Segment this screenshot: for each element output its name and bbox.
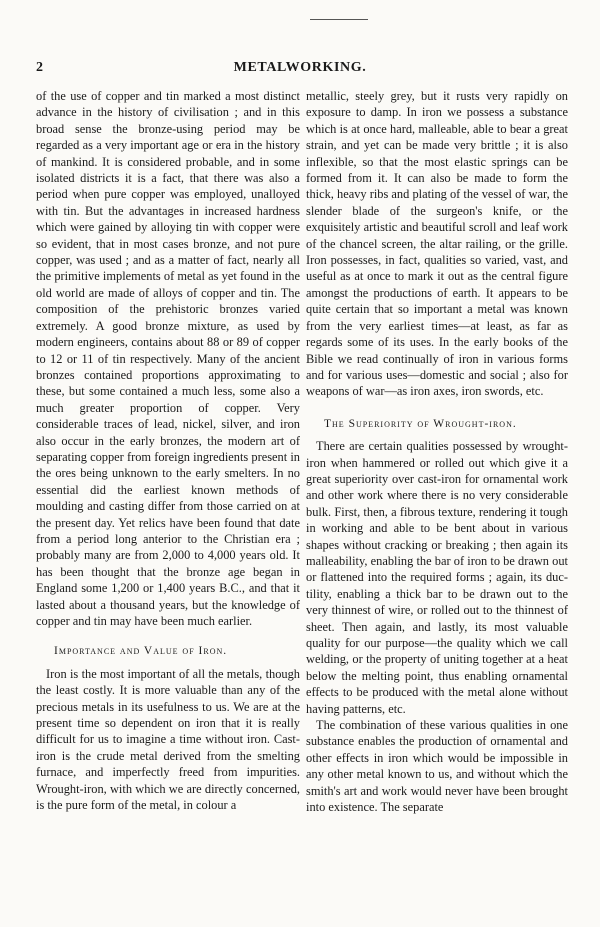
section-heading: The Superiority of Wrought-iron. [324, 417, 517, 430]
right-column [306, 88, 568, 815]
running-head: METALWORKING. [233, 60, 367, 75]
left-column [36, 88, 300, 813]
paragraph: The combination of these various qualities in one substance enables the production of ornamental and other effects in iron which would be impossible in any other metal known to us, and without which the smith's art and work would never have been brought into existence. The separate [306, 718, 568, 815]
top-rule [310, 19, 368, 20]
page-header [36, 60, 564, 82]
page-number: 2 [36, 60, 43, 75]
paragraph: of the use of copper and tin marked a most distinct advance in the history of civilisation ; and in this broad sense the bronze-using period may be regarded as a very important age or era in the history of mankind. It is considered probable, and in some isolated districts it is a fact, that there was also a period when pure copper was employed, unalloyed with tin. But the advantages in increased hardness which were gained by alloying tin with copper were so evident, that in most cases bronze, and not pure copper, was used ; and as a matter of fact, nearly all the primitive implements of metal as yet found in the old world are made of alloys of copper and tin. The composition of the prehistoric bronzes varied extremely. A good bronze mixture, as used by modern engineers, contains about 88 or 89 of copper to 12 or 11 of tin respectively. Many of the ancient bronzes contained proportions approximating to these, but some contained a much less, some also a much greater proportion of copper. Very considerable traces of lead, nickel, silver, and iron also occur in the early bronzes, the modern art of separating copper from foreign ingredients present in the ores being unknown to the early smelters. In no essential did the earliest known methods of moulding and casting differ from those carried on at the present day. Yet relics have been found that date from a period long anterior to the Christian era ; probably many are from 2,000 to 4,000 years old. It has been thought that the bronze age began in England some 1,200 or 1,400 years B.C., and that it lasted about a thousand years, but the knowledge of copper and tin may have been much earlier. [36, 89, 300, 628]
paragraph: Iron is the most important of all the metals, though the least costly. It is more valuable than any of the precious metals in its usefulness to us. We are at the present time so dependent on iron that it is really difficult for us to imagine a time without iron. Cast-iron is the crude metal derived from the smelting furnace, and imperfectly freed from impurities. Wrought-iron, with which we are directly concerned, is the pure form of the metal, in colour a [36, 666, 300, 813]
section-heading: Importance and Value of Iron. [54, 645, 228, 658]
paragraph: There are certain qualities possessed by wrought-iron when hammered or rolled out which give it a great superiority over cast-iron for ornamental work and other work where there is no very considerable bulk. First, then, a fibrous texture, rendering it tough in working and able to be bent about in various shapes without cracking or breaking ; then again its malleability, enabling the bar of iron to be drawn out or flattened into the required forms ; again, its ductility, enabling a thick bar to be drawn out to the very thinnest of wire, or rolled out to the thinnest of sheet. Then again, and lastly, its most valuable quality for our purpose—the quality which we call welding, or the property of uniting together at a heat below the melting point, thus enabling ornamental effects to be produced with the metal alone without having patterns, etc. [306, 439, 568, 716]
paragraph: metallic, steely grey, but it rusts very rapidly on exposure to damp. In iron we possess a substance which is at once hard, malleable, able to bear a great strain, and yet can be made very brittle ; it is also inflexible, so that the most elastic springs can be formed from it. It can also be made to form the thick, heavy ribs and plating of the vessel of war, the slender blade of the surgeon's knife, or the exquisitely artistic and beautiful scroll and leaf work of the chancel screen, the altar railing, or the grille. Iron possesses, in fact, qualities so varied, vast, and useful as at once to mark it out as the central figure amongst the productions of earth. It appears to be quite certain that so important a metal was known from the very earliest times—at least, as far as regards some of its uses. In the early books of the Bible we read continually of iron in various forms and for various uses—domestic and social ; also for weapons of war—as iron axes, iron swords, etc. [306, 89, 568, 399]
